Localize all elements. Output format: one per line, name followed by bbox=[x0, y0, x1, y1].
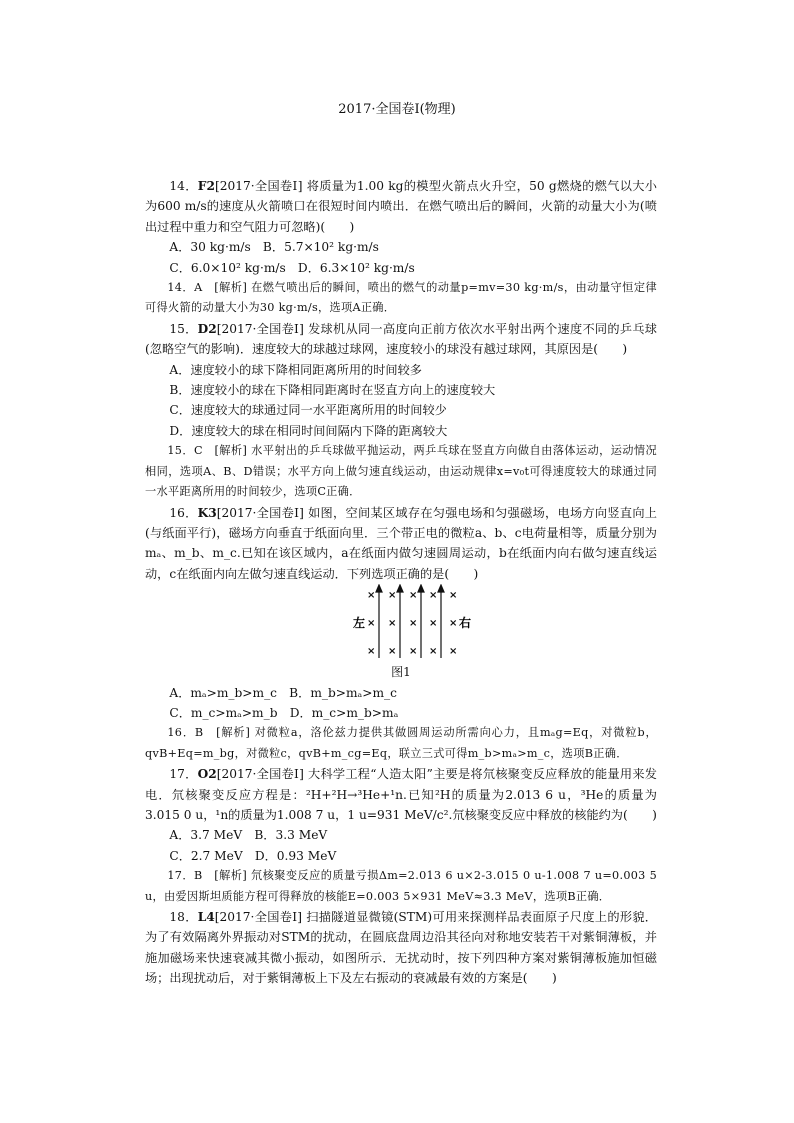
magnetic-field-cross-icon: × bbox=[367, 590, 376, 602]
magnetic-field-cross-icon: × bbox=[429, 618, 438, 630]
question-number: 16． bbox=[169, 505, 198, 520]
question-number: 14． bbox=[169, 179, 198, 193]
magnetic-field-cross-icon: × bbox=[429, 590, 438, 602]
question-14-options-2: C．6.0×10² kg·m/s D．6.3×10² kg·m/s bbox=[169, 260, 415, 275]
question-text: [2017·全国卷Ⅰ] 扫描隧道显微镜(STM)可用来探测样品表面原子尺度上的形貌．为了有效隔离外界振动对STM的扰动，在圆底盘周边沿其径向对称地安装若干对紫铜薄板，并施加磁场来快速衰减其微小振动，如图所示．无扰动时，按下列四种方案对紫铜薄板施加恒磁场；出现扰动后，对于紫铜薄板上下及左右振动的衰减最有效的方案是( ) bbox=[145, 910, 657, 986]
magnetic-field-cross-icon: × bbox=[367, 646, 376, 658]
question-text: [2017·全国卷Ⅰ] 发球机从同一高度向正前方依次水平射出两个速度不同的乒乓球(忽略空气的影响)．速度较大的球越过球网，速度较小的球没有越过球网，其原因是( ) bbox=[145, 321, 657, 357]
field-diagram-svg bbox=[145, 584, 657, 662]
field-diagram bbox=[145, 584, 657, 662]
question-number: 15． bbox=[169, 321, 198, 336]
question-17 bbox=[145, 764, 657, 825]
question-code: L4 bbox=[197, 910, 215, 924]
question-code: D2 bbox=[197, 321, 217, 336]
question-17-options-2: C．2.7 MeV D．0.93 MeV bbox=[169, 848, 337, 863]
question-code: F2 bbox=[197, 179, 215, 193]
answer-16: 16．B [解析] 对微粒a，洛伦兹力提供其做圆周运动所需向心力，且mₐg=Eq，对微粒b，qvB+Eq=m_bg，对微粒c，qvB+m_cg=Eq，联立三式可得m_b>mₐ>m_c，选项B正确． bbox=[145, 726, 657, 760]
magnetic-field-cross-icon: × bbox=[409, 590, 418, 602]
answer-15: 15．C [解析] 水平射出的乒乓球做平抛运动，两乒乓球在竖直方向做自由落体运动，运动情况相同，选项A、B、D错误；水平方向上做匀速直线运动，由运动规律x=v₀t可得速度较大的球通过同一水平距离所用的时间较少，选项C正确． bbox=[145, 444, 657, 499]
answer-14: 14．A [解析] 在燃气喷出后的瞬间，喷出的燃气的动量p=mv=30 kg·m/s，由动量守恒定律可得火箭的动量大小为30 kg·m/s，选项A正确． bbox=[145, 281, 657, 315]
magnetic-field-cross-icon: × bbox=[449, 590, 458, 602]
magnetic-field-cross-icon: × bbox=[409, 646, 418, 658]
magnetic-field-cross-icon: × bbox=[388, 590, 397, 602]
diagram-right-label: 右 bbox=[459, 616, 472, 631]
question-14 bbox=[145, 176, 657, 237]
question-16-options-2: C．m_c>mₐ>m_b D．m_c>m_b>mₐ bbox=[169, 705, 399, 720]
question-15-option-c: C．速度较大的球通过同一水平距离所用的时间较少 bbox=[169, 403, 447, 418]
magnetic-field-cross-icon: × bbox=[388, 646, 397, 658]
magnetic-field-cross-icon: × bbox=[429, 646, 438, 658]
question-text: [2017·全国卷Ⅰ] 大科学工程“人造太阳”主要是将氘核聚变反应释放的能量用来发电．氘核聚变反应方程是：²H+²H→³He+¹n.已知²H的质量为2.013 6 u，³He的质量为3.015 0 u，¹n的质量为1.008 7 u，1 u=931 MeV/c².氘核聚变反应中释放的核能约为( ) bbox=[145, 767, 657, 822]
question-15-option-b: B．速度较小的球在下降相同距离时在竖直方向上的速度较大 bbox=[169, 383, 496, 398]
question-text: [2017·全国卷Ⅰ] 如图，空间某区域存在匀强电场和匀强磁场，电场方向竖直向上(与纸面平行)，磁场方向垂直于纸面向里．三个带正电的微粒a、b、c电荷量相等，质量分别为mₐ、m_b、m_c.已知在该区域内，a在纸面内做匀速圆周运动，b在纸面内向右做匀速直线运动，c在纸面内向左做匀速直线运动．下列选项正确的是( ) bbox=[145, 505, 657, 581]
magnetic-field-cross-icon: × bbox=[449, 646, 458, 658]
question-number: 18． bbox=[169, 910, 198, 924]
arrow-head-icon bbox=[418, 585, 424, 592]
arrow-head-icon bbox=[376, 585, 382, 592]
question-number: 17． bbox=[169, 767, 198, 782]
magnetic-field-cross-icon: × bbox=[367, 618, 376, 630]
question-16-options-1: A．mₐ>m_b>m_c B．m_b>mₐ>m_c bbox=[169, 685, 397, 700]
question-text: [2017·全国卷Ⅰ] 将质量为1.00 kg的模型火箭点火升空，50 g燃烧的燃气以大小为600 m/s的速度从火箭喷口在很短时间内喷出．在燃气喷出后的瞬间，火箭的动量大小为(喷出过程中重力和空气阻力可忽略)( ) bbox=[145, 179, 657, 234]
arrow-head-icon bbox=[397, 585, 403, 592]
arrow-head-icon bbox=[438, 585, 444, 592]
question-15 bbox=[145, 319, 657, 360]
question-17-options-1: A．3.7 MeV B．3.3 MeV bbox=[169, 828, 328, 843]
question-18 bbox=[145, 907, 657, 989]
page-title: 2017·全国卷Ⅰ(物理) bbox=[338, 102, 456, 117]
question-14-options-1: A．30 kg·m/s B．5.7×10² kg·m/s bbox=[169, 240, 379, 255]
magnetic-field-cross-icon: × bbox=[449, 618, 458, 630]
magnetic-field-cross-icon: × bbox=[388, 618, 397, 630]
magnetic-field-cross-icon: × bbox=[409, 618, 418, 630]
question-15-option-a: A．速度较小的球下降相同距离所用的时间较多 bbox=[169, 362, 422, 377]
document-body bbox=[145, 176, 657, 989]
question-code: K3 bbox=[197, 505, 217, 520]
figure-caption: 图1 bbox=[391, 665, 411, 680]
question-15-option-d: D．速度较大的球在相同时间间隔内下降的距离较大 bbox=[169, 423, 448, 438]
diagram-left-label: 左 bbox=[353, 616, 366, 631]
answer-17: 17．B [解析] 氘核聚变反应的质量亏损Δm=2.013 6 u×2-3.015 0 u-1.008 7 u=0.003 5 u，由爱因斯坦质能方程可得释放的核能E=0.003 5×931 MeV≈3.3 MeV，选项B正确． bbox=[145, 869, 657, 903]
question-16 bbox=[145, 503, 657, 585]
question-code: O2 bbox=[197, 767, 217, 782]
